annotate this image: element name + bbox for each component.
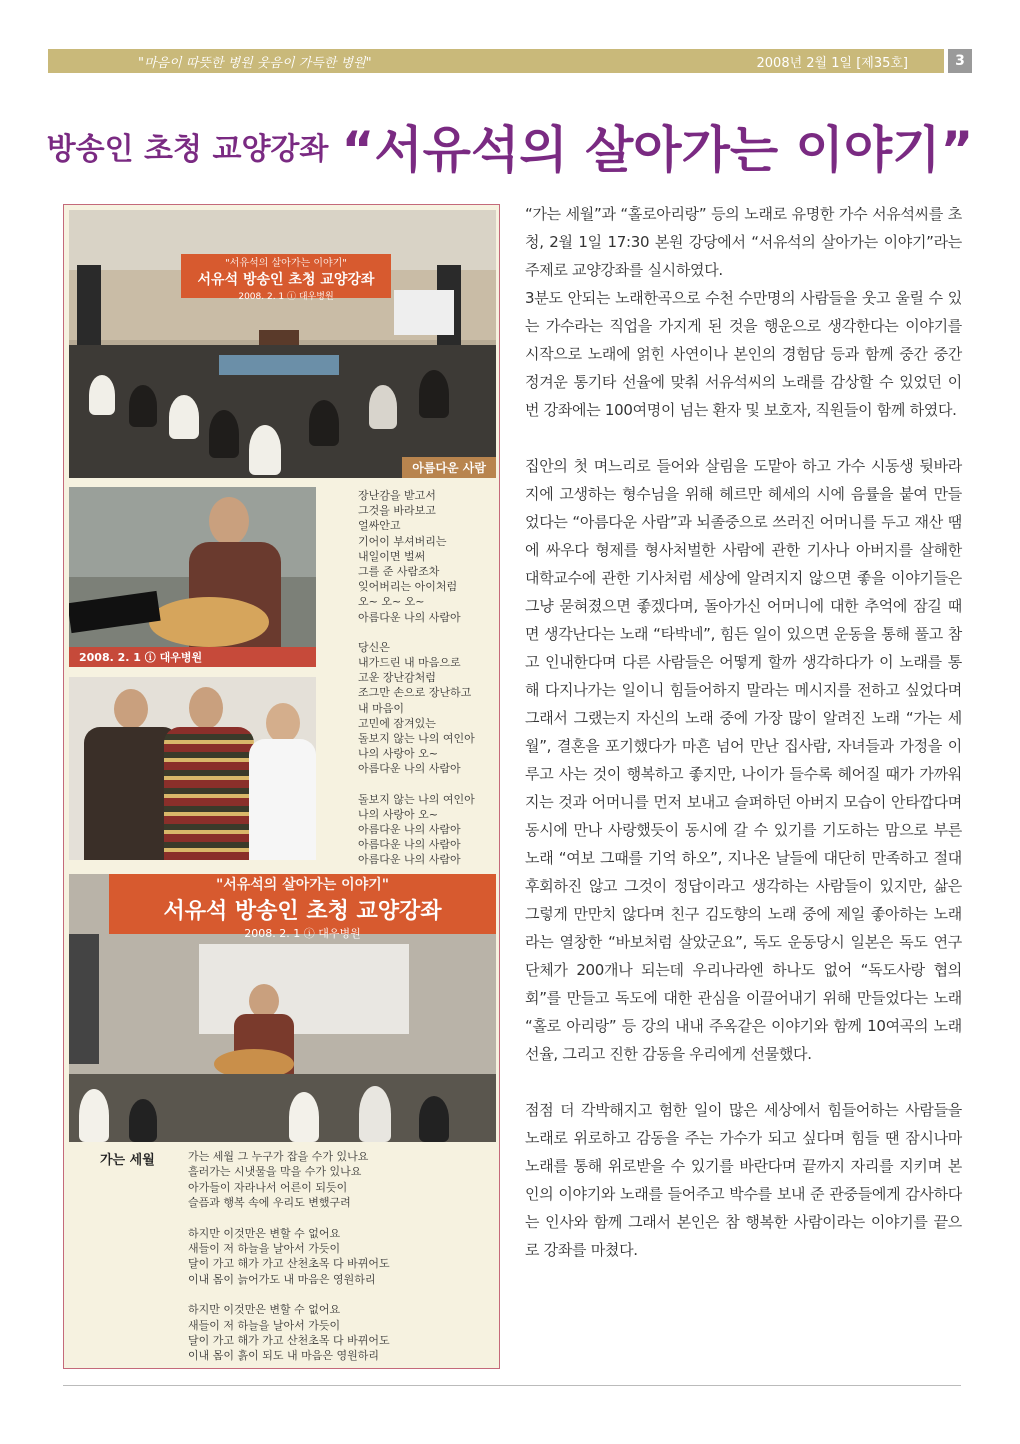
lyric-line: 내일이면 벌써 xyxy=(358,549,426,563)
song-stanza xyxy=(188,1149,488,1211)
issue-date: 2008년 2월 1일 [제35호] xyxy=(756,56,908,71)
banner-title: 서유석 방송인 초청 교양강좌 xyxy=(163,899,442,924)
lyric-line: 돌보지 않는 나의 여인아 xyxy=(358,792,475,806)
lyric-line: 나의 사랑아 오~ xyxy=(358,747,438,761)
song-stanza xyxy=(188,1226,488,1288)
lyric-line: 오~ 오~ 오~ xyxy=(358,595,425,609)
banner-subtitle: "서유석의 살아가는 이야기" xyxy=(225,258,347,269)
song-line: 이내 몸이 늙어가도 내 마음은 영원하리 xyxy=(188,1272,376,1286)
lyric-line: 얼싸안고 xyxy=(358,519,401,533)
lyric-line: 아름다운 나의 사람아 xyxy=(358,762,461,776)
lyric-line: 내가드린 내 마음으로 xyxy=(358,656,461,670)
page-header xyxy=(48,49,972,73)
stage-performance-photo xyxy=(69,874,496,1142)
lyric-stanza xyxy=(358,640,496,777)
lyric-line: 고운 장난감처럼 xyxy=(358,671,436,685)
title-main: “서유석의 살아가는 이야기” xyxy=(341,121,974,179)
lyric-line: 나의 사랑아 오~ xyxy=(358,807,438,821)
lyric-stanza xyxy=(358,488,496,625)
song-line: 하지만 이것만은 변할 수 없어요 xyxy=(188,1226,341,1240)
song-line: 슬픔과 행복 속에 우리도 변했구려 xyxy=(188,1196,351,1210)
banner-date: 2008. 2. 1 ⓘ 대우병원 xyxy=(244,927,361,940)
song-line: 흘러가는 시냇물을 막을 수가 있나요 xyxy=(188,1165,362,1179)
singer-guitar-photo xyxy=(69,487,316,667)
photo-lyrics-panel xyxy=(63,204,500,1369)
banner-date: 2008. 2. 1 ⓘ 대우병원 xyxy=(238,292,334,302)
lyric-line: 잊어버리는 아이처럼 xyxy=(358,580,458,594)
article-paragraph: 집안의 첫 며느리로 들어와 살림을 도맡아 하고 가수 시동생 뒷바라지에 고생하는 형수님을 위해 헤르만 헤세의 시에 음률을 붙여 만들었다는 “아름다운 사람”과 뇌졸중으로 쓰러진 어머니를 두고 재산 땜에 싸우다 형제를 형사처벌한 사람에 관한 기사나 아버지를 살해한 대학교수에 관한 기사처럼 세상에 알려지지 않으면 좋을 이야기들은 그냥 묻혀졌으면 좋겠다며, 돌아가신 어머니에 대한 추억에 잠길 때면 생각난다는 노래 “타박네”, 힘든 일이 있으면 운동을 통해 풀고 참고 인내한다며 다른 사람들은 어떻게 할까 생각하다가 이 노래를 통해 다지나가는 일이니 힘들어하지 말라는 메시지를 전하고 싶었다며 그래서 그랬는지 자신의 노래 중에 가장 많이 알려진 노래 “가는 세월”, 결혼을 포기했다가 마흔 넘어 만난 집사람, 자녀들과 가정을 이루고 사는 것이 행복하고 좋지만, 나이가 들수록 헤어질 때가 가까워지는 것과 어머니를 먼저 보내고 슬퍼하던 아버지 모습이 안타깝다며 동시에 만나 사랑했듯이 동시에 갈 수 있기를 기도하는 맘으로 부른 노래 “여보 그때를 기억 하오”, 지나온 날들에 대단히 만족하고 절대 후회하진 않고 그것이 정답이라고 생각하는 사람들이 있지만, 삶은 그렇게 만만치 않다며 친구 김도향의 노래 중에 제일 좋아하는 노래라는 열창한 “바보처럼 살았군요”, 독도 운동당시 일본은 독도 연구단체가 200개나 되는데 우리나라엔 하나도 없어 “독도사랑 협의회”를 만들고 독도에 대한 관심을 이끌어내기 위해 만들었다는 노래 “홀로 아리랑” 등 강의 내내 주옥같은 이야기와 함께 10여곡의 노래선율, 그리고 진한 감동을 우리에게 선물했다. xyxy=(525,457,962,1063)
lyric-line: 그를 준 사람조차 xyxy=(358,565,440,579)
song-stanza xyxy=(188,1302,488,1364)
group-photo xyxy=(69,677,316,860)
photo-stamp: 2008. 2. 1 ⓘ 대우병원 xyxy=(79,651,203,664)
side-lyrics xyxy=(358,488,496,883)
banner-title: 서유석 방송인 초청 교양강좌 xyxy=(197,272,375,288)
banner-subtitle: "서유석의 살아가는 이야기" xyxy=(215,877,390,893)
lyric-line: 그것을 바라보고 xyxy=(358,504,436,518)
article-title xyxy=(0,110,1020,182)
lyric-line: 조그만 손으로 장난하고 xyxy=(358,686,472,700)
song-line: 새들이 저 하늘을 날아서 가듯이 xyxy=(188,1318,341,1332)
lyric-line: 당신은 xyxy=(358,640,390,654)
song-line: 이내 몸이 흙이 되도 내 마음은 영원하리 xyxy=(188,1349,379,1363)
article-paragraph: 점점 더 각박해지고 험한 일이 많은 세상에서 힘들어하는 사람들을 노래로 위로하고 감동을 주는 가수가 되고 싶다며 힘들 땐 잠시나마 노래를 통해 위로받을 수 있기를 바란다며 끝까지 자리를 지키며 본인의 이야기와 노래를 들어주고 박수를 보내 준 관중들에게 감사하다는 인사와 함께 그래서 본인은 참 행복한 사람이라는 이야기를 끝으로 강좌를 마쳤다. xyxy=(525,1101,962,1259)
lyric-line: 아름다운 나의 사람아 xyxy=(358,610,461,624)
song-line: 아가들이 자라나서 어른이 되듯이 xyxy=(188,1180,348,1194)
song-title: 가는 세월 xyxy=(100,1153,155,1168)
song-line: 새들이 저 하늘을 날아서 가듯이 xyxy=(188,1242,341,1256)
hospital-slogan: "마음이 따뜻한 병원 웃음이 가득한 병원" xyxy=(138,56,372,71)
song-line: 하지만 이것만은 변할 수 없어요 xyxy=(188,1303,341,1317)
lyric-line: 아름다운 나의 사람아 xyxy=(358,838,461,852)
lyric-line: 돌보지 않는 나의 여인아 xyxy=(358,732,475,746)
song-lyrics xyxy=(188,1149,488,1379)
bottom-divider xyxy=(63,1385,961,1386)
song-line: 달이 가고 해가 가고 산천초목 다 바뀌어도 xyxy=(188,1334,390,1348)
lyric-line: 장난감을 받고서 xyxy=(358,489,436,502)
lyric-line: 고민에 잠겨있는 xyxy=(358,716,436,730)
article-paragraph: “가는 세월”과 “홀로아리랑” 등의 노래로 유명한 가수 서유석씨를 초청, 2월 1일 17:30 본원 강당에서 “서유석의 살아가는 이야기”라는 주제로 교양강좌를 실시하였다. 3분도 안되는 노래한곡으로 수천 수만명의 사람들을 웃고 울릴 수 있는 가수라는 직업을 가지게 된 것을 행운으로 생각한다는 이야기를 시작으로 노래에 얽힌 사연이나 본인의 경험담 등과 함께 중간 중간 정겨운 통기타 선율에 맞춰 서유석씨의 노래를 감상할 수 있었던 이번 강좌에는 100여명이 넘는 환자 및 보호자, 직원들이 함께 하였다. xyxy=(525,205,962,419)
song-line: 달이 가고 해가 가고 산천초목 다 바뀌어도 xyxy=(188,1257,390,1271)
lyric-line: 아름다운 나의 사람아 xyxy=(358,853,461,867)
lecture-hall-photo xyxy=(69,210,496,478)
lyric-stanza xyxy=(358,792,496,868)
photo-caption: 아름다운 사람 xyxy=(402,457,496,478)
lyric-line: 내 마음이 xyxy=(358,701,405,715)
article-body xyxy=(525,200,962,1292)
lyric-line: 기어이 부셔버리는 xyxy=(358,534,447,548)
song-line: 가는 세월 그 누구가 잡을 수가 있나요 xyxy=(188,1150,369,1163)
page-number: 3 xyxy=(948,49,972,73)
lyric-line: 아름다운 나의 사람아 xyxy=(358,823,461,837)
title-prefix: 방송인 초청 교양강좌 xyxy=(46,132,329,167)
